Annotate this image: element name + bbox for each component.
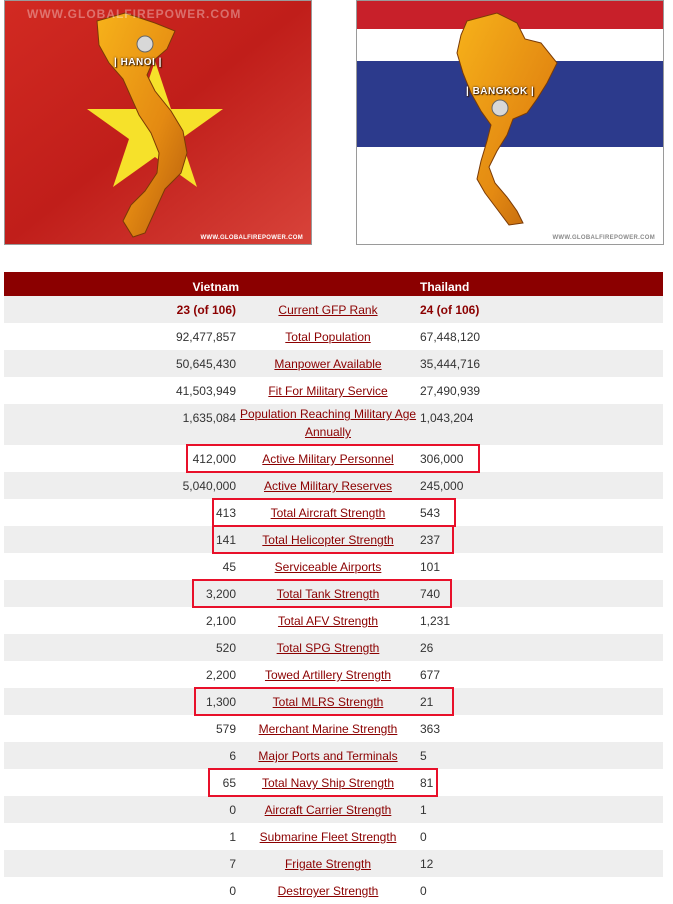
- left-value: 0: [229, 884, 236, 898]
- left-value: 141: [215, 533, 236, 547]
- table-row: [4, 796, 663, 823]
- left-value: 50,645,430: [175, 357, 236, 371]
- left-value: 412,000: [192, 452, 236, 466]
- right-value: 24 (of 106): [420, 303, 480, 317]
- right-value: 0: [420, 830, 427, 844]
- left-value: 1,635,084: [182, 411, 236, 425]
- left-value: 579: [215, 722, 236, 736]
- table-row: [4, 715, 663, 742]
- left-value: 520: [215, 641, 236, 655]
- right-value: 1,231: [420, 614, 451, 628]
- right-value: 740: [420, 587, 441, 601]
- table-row: [4, 661, 663, 688]
- stat-link[interactable]: Major Ports and Terminals: [258, 749, 398, 763]
- table-row: [4, 553, 663, 580]
- table-row: [4, 323, 663, 350]
- right-value: 0: [420, 884, 427, 898]
- stat-link[interactable]: Merchant Marine Strength: [258, 722, 398, 736]
- right-value: 81: [420, 776, 434, 790]
- watermark-bottom: WWW.GLOBALFIREPOWER.COM: [552, 235, 655, 241]
- left-value: 7: [229, 857, 236, 871]
- right-value: 5: [420, 749, 427, 763]
- stat-link[interactable]: Total Tank Strength: [276, 587, 380, 601]
- right-value: 12: [420, 857, 434, 871]
- left-country-header: Vietnam: [192, 280, 239, 294]
- watermark-top: WWW.GLOBALFIREPOWER.COM: [27, 7, 242, 21]
- stat-link[interactable]: Active Military Reserves: [263, 479, 393, 493]
- table-row: [4, 296, 663, 323]
- stat-link[interactable]: Total Helicopter Strength: [262, 533, 394, 547]
- table-row: [4, 769, 663, 796]
- left-value: 1: [229, 830, 236, 844]
- left-value: 92,477,857: [175, 330, 236, 344]
- table-row: [4, 499, 663, 526]
- right-country-header: Thailand: [420, 280, 470, 294]
- stat-link[interactable]: Manpower Available: [274, 357, 382, 371]
- left-value: 41,503,949: [175, 384, 236, 398]
- stat-link[interactable]: Total SPG Strength: [276, 641, 380, 655]
- table-body: [4, 296, 663, 904]
- stat-link[interactable]: Total Navy Ship Strength: [261, 776, 395, 790]
- stat-link[interactable]: Total Population: [285, 330, 371, 344]
- stat-link[interactable]: Total AFV Strength: [277, 614, 379, 628]
- right-value: 21: [420, 695, 434, 709]
- right-value: 67,448,120: [420, 330, 481, 344]
- stat-link[interactable]: Fit For Military Service: [268, 384, 388, 398]
- stat-link[interactable]: Aircraft Carrier Strength: [264, 803, 392, 817]
- table-row: [4, 350, 663, 377]
- table-row: [4, 377, 663, 404]
- right-value: 1: [420, 803, 427, 817]
- left-value: 2,100: [205, 614, 236, 628]
- table-header: [4, 272, 663, 296]
- left-value: 0: [229, 803, 236, 817]
- thailand-flag-map-image: [357, 1, 663, 244]
- left-value: 3,200: [205, 587, 236, 601]
- bangkok-city-label: | BANGKOK |: [466, 86, 535, 97]
- stat-link[interactable]: Serviceable Airports: [274, 560, 382, 574]
- table-row: [4, 850, 663, 877]
- right-value: 363: [420, 722, 441, 736]
- table-row: [4, 445, 663, 472]
- left-value: 413: [215, 506, 236, 520]
- right-value: 35,444,716: [420, 357, 481, 371]
- right-value: 27,490,939: [420, 384, 481, 398]
- table-row: [4, 607, 663, 634]
- thailand-map: [356, 0, 664, 245]
- table-row: [4, 580, 663, 607]
- table-row: [4, 526, 663, 553]
- table-row: [4, 877, 663, 904]
- table-row: [4, 404, 663, 445]
- table-row: [4, 634, 663, 661]
- stat-link[interactable]: Total Aircraft Strength: [270, 506, 386, 520]
- watermark-bottom: WWW.GLOBALFIREPOWER.COM: [200, 235, 303, 241]
- stat-link[interactable]: Destroyer Strength: [277, 884, 379, 898]
- left-value: 23 (of 106): [176, 303, 236, 317]
- left-value: 45: [222, 560, 236, 574]
- table-row: [4, 688, 663, 715]
- table-row: [4, 823, 663, 850]
- right-value: 306,000: [420, 452, 464, 466]
- hanoi-city-label: | HANOI |: [114, 57, 162, 68]
- vietnam-flag-map-image: [5, 1, 311, 244]
- stat-link[interactable]: Current GFP Rank: [278, 303, 378, 317]
- comparison-table: [4, 272, 663, 904]
- stat-link[interactable]: Population Reaching Military Age Annually: [239, 407, 417, 439]
- left-value: 65: [222, 776, 236, 790]
- stat-link[interactable]: Towed Artillery Strength: [264, 668, 392, 682]
- right-value: 677: [420, 668, 441, 682]
- right-value: 543: [420, 506, 441, 520]
- left-value: 6: [229, 749, 236, 763]
- left-value: 1,300: [205, 695, 236, 709]
- left-value: 5,040,000: [182, 479, 236, 493]
- stat-link[interactable]: Frigate Strength: [284, 857, 372, 871]
- stat-link[interactable]: Total MLRS Strength: [272, 695, 384, 709]
- right-value: 101: [420, 560, 441, 574]
- left-value: 2,200: [205, 668, 236, 682]
- right-value: 26: [420, 641, 434, 655]
- stat-link[interactable]: Active Military Personnel: [262, 452, 394, 466]
- right-value: 237: [420, 533, 441, 547]
- vietnam-map: [4, 0, 312, 245]
- right-value: 1,043,204: [420, 411, 474, 425]
- table-row: [4, 472, 663, 499]
- stat-link[interactable]: Submarine Fleet Strength: [259, 830, 397, 844]
- right-value: 245,000: [420, 479, 464, 493]
- table-row: [4, 742, 663, 769]
